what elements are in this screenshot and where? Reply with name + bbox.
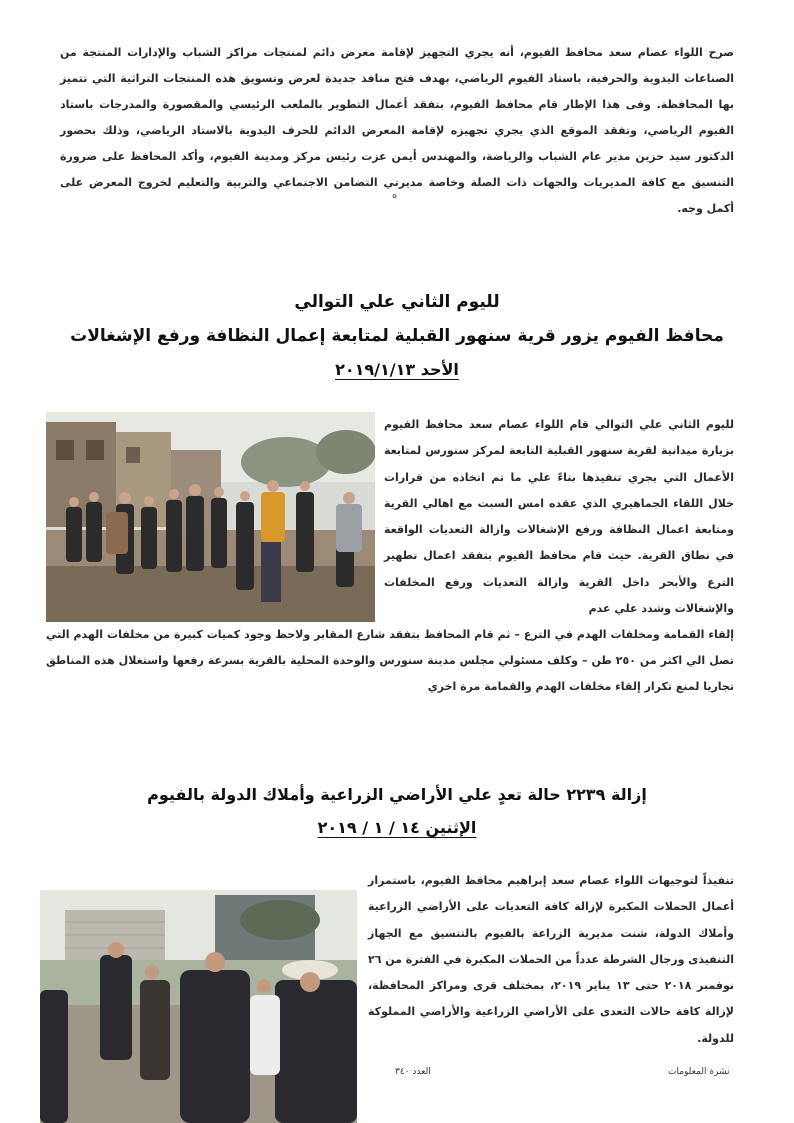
article2-photo xyxy=(40,890,357,1123)
article1-body-top: لليوم الثاني علي التوالي قام اللواء عصام سعد محافظ الفيوم بزيارة ميدانية لقرية سنهور القبلية التابعة لمركز سنورس لمتابعة الأعمال التي يجري تنفيذها بناءً علي ما تم اتخاذه من قرارات خلال اللقاء الجماهيري الذي عقده امس السبت مع اهالي القرية ومتابعة اعمال النظافة ورفع الإشغالات وازالة التعديات الواقعة في نطاق القرية. حيث قام محافظ الفيوم بتفقد اعمال تطهير الترع والأبحر داخل القرية وازالة التعديات ورفع المخلفات والإشغالات وشدد علي عدم xyxy=(384,418,734,616)
article2-headline: إزالة ٢٢٣٩ حالة تعدٍ علي الأراضي الزراعية وأملاك الدولة بالفيوم xyxy=(147,785,647,804)
article1-photo xyxy=(46,412,375,622)
intro-paragraph: صرح اللواء عصام سعد محافظ الفيوم، أنه يجري التجهيز لإقامة معرض دائم لمنتجات مراكز الشباب والإدارات المنتجة من الصناعات اليدوية والحرفية، باستاد الفيوم الرياضي، بهدف فتح منافذ جديدة لعرض وتسويق هذه المنتجات التراثية التي تتميز بها المحافظة. وفى هذا الإطار قام محافظ الفيوم، بتفقد أعمال التطوير بالملعب الرئيسي والمقصورة والمدرجات باستاد الفيوم الرياضي، وتفقد الموقع الذي يجري تجهيزه لإقامة المعرض الدائم للحرف اليدوية بالاستاد الرياضي، وذلك بحضور الدكتور سيد حزين مدير عام الشباب والرياضة، والمهندس أيمن عزت رئيس مركز ومدينة الفيوم، وأكد المحافظ على ضرورة التنسيق مع كافة المديريات والجهات ذات الصلة وخاصة مديرتي التضامن الاجتماعي والتربية والتعليم لخروج المعرض على أكمل وجه. xyxy=(60,46,734,215)
article2-body: تنفيذاً لتوجيهات اللواء عصام سعد إبراهيم محافظ الفيوم، باستمرار أعمال الحملات المكبرة لإزالة كافة التعديات على الأراضي الزراعية وأملاك الدولة، شنت مديرية الزراعة بالفيوم بالتنسيق مع الجهاز التنفيذى ورجال الشرطة عدداً من الحملات المكبرة في الفترة من ٢٦ نوفمبر ٢٠١٨ حتى ١٣ يناير ٢٠١٩، بمختلف قرى ومراكز المحافظة، لإزالة كافة حالات التعدى على الأراضي الزراعية والأراضي المملوكة للدولة. xyxy=(368,874,734,1045)
footer-issue: العدد ٣٤٠ xyxy=(395,1067,431,1077)
article1-kicker: لليوم الثاني علي التوالي xyxy=(294,292,500,312)
article1-date: الأحد ٢٠١٩/١/١٣ xyxy=(335,360,459,379)
article1-body-bottom: إلقاء القمامة ومخلفات الهدم في الترع – ثم قام المحافظ بتفقد شارع المقابر ولاحظ وجود كميات كبيرة من مخلفات الهدم التي تصل الي اكثر من ٢٥٠ طن – وكلف مسئولي مجلس مدينة سنورس والوحدة المحلية بالقرية بسرعة رفعها واستغلال هذه المناطق تجاريا لمنع تكرار إلقاء مخلفات الهدم والقمامة مرة اخري xyxy=(46,628,735,693)
article1-headline: محافظ الفيوم يزور قرية سنهور القبلية لمتابعة إعمال النظافة ورفع الإشغالات xyxy=(70,326,724,346)
footer-publication: نشرة المعلومات xyxy=(668,1067,730,1077)
page-marker: ه xyxy=(392,190,398,201)
article2-date: الإثنين ١٤ / ١ / ٢٠١٩ xyxy=(317,818,477,837)
